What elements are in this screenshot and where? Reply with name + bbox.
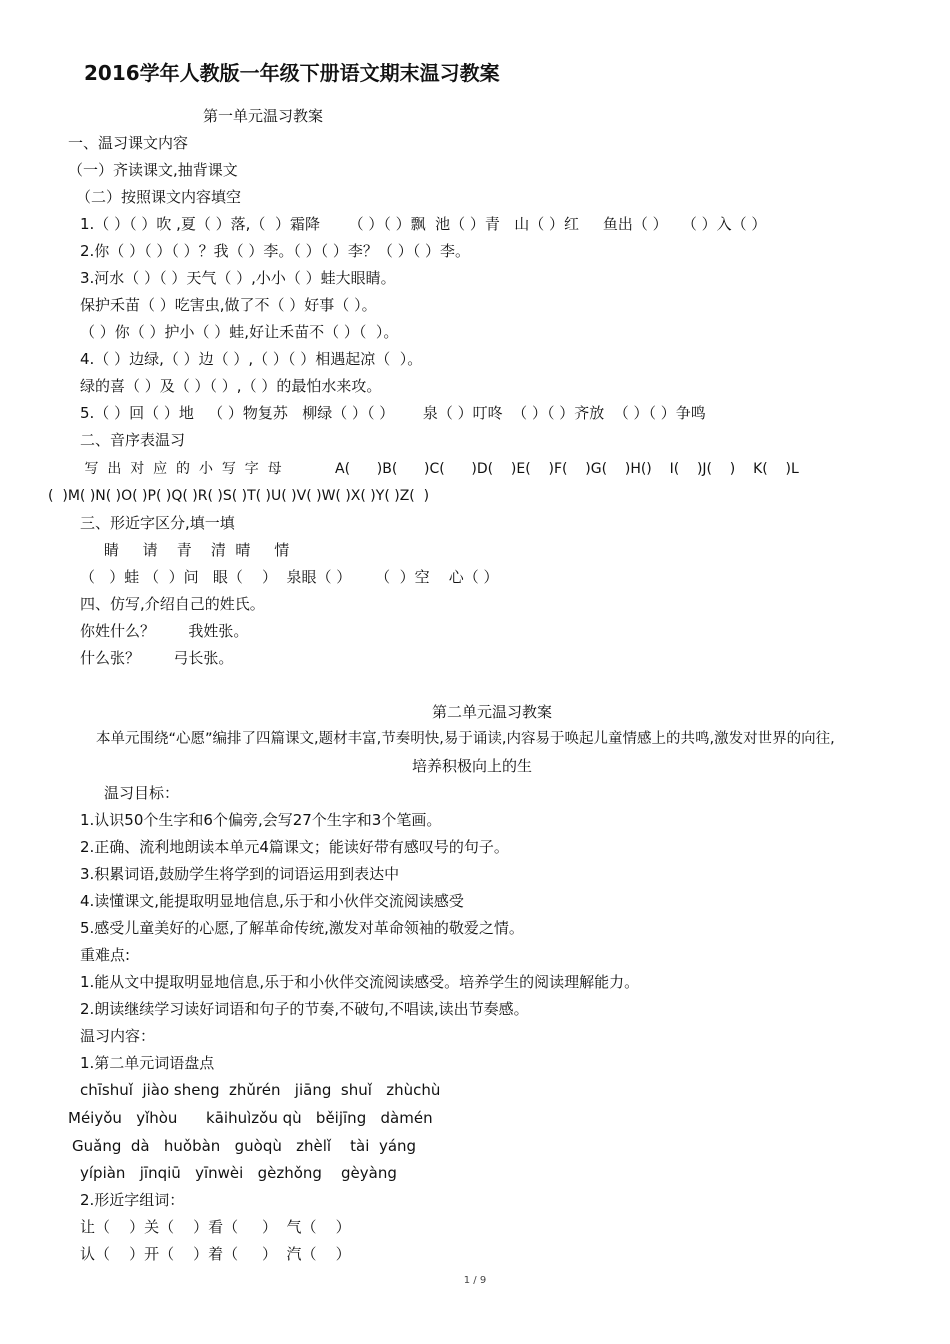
unit1-line: 二、音序表温习: [80, 431, 186, 449]
pinyin-line: yípiàn jīnqiū yīnwèi gèzhǒng gèyàng: [80, 1164, 397, 1182]
unit2-heading: 第二单元温习教案: [432, 703, 553, 721]
unit2-line: 1.认识50个生字和6个偏旁,会写27个生字和3个笔画。: [80, 811, 442, 829]
unit1-line: ( )M( )N( )O( )P( )Q( )R( )S( )T( )U( )V( )W( )X( )Y( )Z( ): [48, 488, 430, 504]
unit1-line: （ ）你（ ）护小（ ）蛙,好让禾苗不（ ）（ ）。: [80, 323, 399, 341]
unit1-line: 3.河水（ ）（ ）天气（ ）,小小（ ）蛙大眼睛。: [80, 269, 396, 287]
unit2-line: 4.读懂课文,能提取明显地信息,乐于和小伙伴交流阅读感受: [80, 892, 464, 910]
unit1-line: 三、形近字区分,填一填: [80, 514, 235, 532]
unit1-line: 绿的喜（ ）及（ ）（ ）,（ ）的最怕水来攻。: [80, 377, 382, 395]
page-number: 1 / 9: [463, 1275, 487, 1286]
unit2-line: 让（ ）关（ ）看（ ） 气（ ）: [80, 1218, 351, 1236]
unit1-heading: 第一单元温习教案: [203, 107, 324, 125]
unit2-line: 1.第二单元词语盘点: [80, 1054, 215, 1072]
unit2-intro: 培养积极向上的生: [412, 757, 533, 775]
unit1-line: （ ）蛙 （ ）问 眼（ ） 泉眼（ ） （ ）空 心（ ）: [80, 568, 499, 586]
pinyin-line: Méiyǒu yǐhòu kāihuìzǒu qù běijīng dàmén: [68, 1109, 433, 1127]
unit1-line: 2.你（ ）（ ）（ ）？我（ ）李。（ ）（ ）李？（ ）（ ）李。: [80, 242, 470, 260]
unit2-line: 1.能从文中提取明显地信息,乐于和小伙伴交流阅读感受。培养学生的阅读理解能力。: [80, 973, 640, 991]
pinyin-line: chīshuǐ jiào sheng zhǔrén jiāng shuǐ zhùchù: [80, 1081, 441, 1099]
unit1-line: 你姓什么？ 我姓张。: [80, 622, 249, 640]
unit2-line: 温习目标：: [104, 784, 180, 802]
unit2-line: 2.正确、流利地朗读本单元4篇课文；能读好带有感叹号的句子。: [80, 838, 509, 856]
pinyin-line: Guǎng dà huǒbàn guòqù zhèlǐ tài yáng: [72, 1137, 417, 1155]
unit2-line: 2.朗读继续学习读好词语和句子的节奏,不破句,不唱读,读出节奏感。: [80, 1000, 529, 1018]
unit2-intro: 本单元围绕“心愿”编排了四篇课文,题材丰富,节奏明快,易于诵读,内容易于唤起儿童情感上的共鸣,激发对世界的向往,: [96, 731, 835, 747]
unit1-line: （二）按照课文内容填空: [76, 188, 242, 206]
unit1-line: 什么张？ 弓长张。: [80, 649, 234, 667]
document-title: 2016学年人教版一年级下册语文期末温习教案: [84, 61, 500, 85]
unit2-line: 认（ ）开（ ）着（ ） 汽（ ）: [80, 1245, 351, 1263]
unit1-line: 一、温习课文内容: [68, 134, 189, 152]
unit1-line: 写 出 对 应 的 小 写 字 母 A( )B( )C( )D( )E( )F( )G( )H() I( )J( ) K( )L: [80, 461, 799, 477]
unit2-line: 重难点:: [80, 946, 131, 964]
unit1-line: （一）齐读课文,抽背课文: [68, 161, 238, 179]
unit1-line: 睛 请 青 清 晴 情: [80, 541, 290, 559]
unit2-line: 2.形近字组词：: [80, 1191, 185, 1209]
unit1-line: 四、仿写,介绍自己的姓氏。: [80, 595, 265, 613]
unit2-line: 3.积累词语,鼓励学生将学到的词语运用到表达中: [80, 865, 400, 883]
unit1-line: 保护禾苗（ ）吃害虫,做了不（ ）好事（ ）。: [80, 296, 377, 314]
unit1-line: 1.（ ）（ ）吹 ,夏（ ）落,（ ）霜降 （ ）（ ）飘 池（ ）青 山（ ）红 鱼出（ ） （ ）入（ ）: [80, 215, 767, 233]
unit1-line: 4.（ ）边绿,（ ）边（ ）,（ ）（ ）相遇起凉（ ）。: [80, 350, 423, 368]
unit1-line: 5.（ ）回（ ）地 （ ）物复苏 柳绿（ ）（ ） 泉（ ）叮咚 （ ）（ ）齐放 （ ）（ ）争鸣: [80, 404, 706, 422]
unit2-line: 温习内容：: [80, 1027, 156, 1045]
unit2-line: 5.感受儿童美好的心愿,了解革命传统,激发对革命领袖的敬爱之情。: [80, 919, 524, 937]
